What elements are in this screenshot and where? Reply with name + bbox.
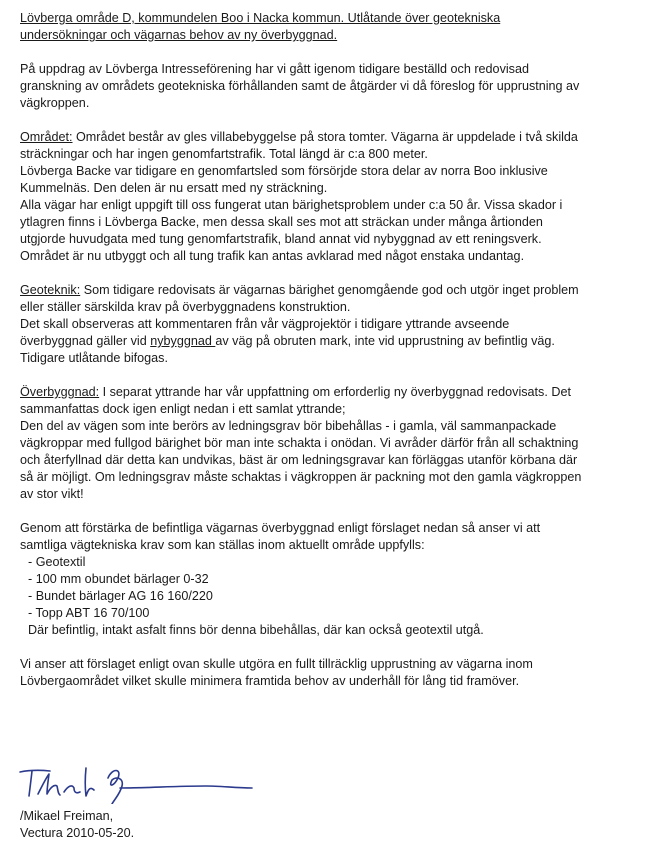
paragraph-line: Genom att förstärka de befintliga vägarnas överbyggnad enligt förslaget nedan så anser vi att — [20, 521, 541, 535]
paragraph-line: av stor vikt! — [20, 487, 84, 501]
paragraph-line — [20, 333, 654, 350]
paragraph-line — [20, 282, 654, 299]
recommendation-section — [20, 520, 654, 639]
omradet-section — [20, 129, 654, 265]
paragraph-line: vägkroppar med fullgod bärighet bör man inte schakta i onödan. Vi avråder därför från all schaktning — [20, 436, 579, 450]
paragraph-line: Tidigare utlåtande bifogas. — [20, 351, 168, 365]
geoteknik-section — [20, 282, 654, 367]
paragraph-line: ytlagren finns i Lövberga Backe, men dessa skall ses mot att sträckan under många årtionden — [20, 215, 543, 229]
omradet-heading: Området: — [20, 130, 73, 144]
document-title — [20, 10, 654, 44]
paragraph-text: Som tidigare redovisats är vägarnas bärighet genomgående god och utgör inget problem — [80, 283, 579, 297]
paragraph-line: samtliga vägtekniska krav som kan ställas inom aktuellt område uppfylls: — [20, 538, 425, 552]
list-item: - 100 mm obundet bärlager 0-32 — [28, 572, 209, 586]
paragraph-line: utgjorde huvudgata med tung genomfartstrafik, bland annat vid nybyggnad av ett reningsverk. — [20, 232, 542, 246]
paragraph-line: Området är nu utbyggt och all tung trafik kan antas avklarad med något enstaka undantag. — [20, 249, 525, 263]
list-item: - Geotextil — [28, 555, 86, 569]
paragraph-line: På uppdrag av Lövberga Intresseförening har vi gått igenom tidigare beställd och redovisad — [20, 62, 529, 76]
paragraph-line: Det skall observeras att kommentaren från vår vägprojektör i tidigare yttrande avseende — [20, 317, 510, 331]
paragraph-line: Vi anser att förslaget enligt ovan skulle utgöra en fullt tillräcklig upprustning av vägarna inom — [20, 657, 533, 671]
company-date: Vectura 2010-05-20. — [20, 826, 135, 840]
paragraph-text: I separat yttrande har vår uppfattning om erforderlig ny överbyggnad redovisats. Det — [99, 385, 571, 399]
overbyggnad-section — [20, 384, 654, 503]
handwritten-signature-icon — [16, 764, 256, 809]
author-name: /Mikael Freiman, — [20, 809, 114, 823]
paragraph-text: av väg på obruten mark, inte vid upprustning av befintlig väg. — [215, 334, 555, 348]
paragraph-line: så är möjligt. Om ledningsgrav måste schaktas i vägkroppen är packning mot den gamla vägkroppen — [20, 470, 582, 484]
signoff — [20, 808, 134, 842]
paragraph-line: vägkroppen. — [20, 96, 90, 110]
paragraph-line: Lövberga Backe var tidigare en genomfartsled som försörjde stora delar av norra Boo inklusive — [20, 164, 548, 178]
conclusion-paragraph — [20, 656, 654, 690]
list-item: - Bundet bärlager AG 16 160/220 — [28, 589, 213, 603]
intro-paragraph — [20, 61, 654, 112]
paragraph-line — [20, 129, 654, 146]
paragraph-line: och återfyllnad där detta kan undvikas, bäst är om ledningsgravar kan förläggas utanför körbana där — [20, 453, 578, 467]
paragraph-line — [20, 384, 654, 401]
layer-list — [20, 554, 654, 622]
paragraph-text: överbyggnad gäller vid — [20, 334, 151, 348]
paragraph-line: Den del av vägen som inte berörs av ledningsgrav bör bibehållas - i gamla, väl sammanpackade — [20, 419, 557, 433]
geoteknik-heading: Geoteknik: — [20, 283, 81, 297]
title-line: undersökningar och vägarnas behov av ny överbyggnad. — [20, 28, 338, 42]
list-item: - Topp ABT 16 70/100 — [28, 606, 150, 620]
underlined-word: nybyggnad — [150, 334, 216, 348]
overbyggnad-heading: Överbyggnad: — [20, 385, 100, 399]
paragraph-line: granskning av områdets geotekniska förhållanden samt de åtgärder vi då föreslog för upprustning av — [20, 79, 580, 93]
title-line: Lövberga område D, kommundelen Boo i Nacka kommun. Utlåtande över geotekniska — [20, 11, 501, 25]
paragraph-text: Området består av gles villabebyggelse på stora tomter. Vägarna är uppdelade i två skilda — [72, 130, 578, 144]
paragraph-line: eller ställer särskilda krav på överbyggnadens konstruktion. — [20, 300, 351, 314]
paragraph-line: Lövbergaområdet vilket skulle minimera framtida behov av underhåll för lång tid framöver. — [20, 674, 520, 688]
paragraph-line: Kummelnäs. Den delen är nu ersatt med ny sträckning. — [20, 181, 328, 195]
document-page — [20, 10, 654, 690]
paragraph-line: Där befintlig, intakt asfalt finns bör denna bibehållas, där kan också geotextil utgå. — [28, 623, 484, 637]
paragraph-line: sammanfattas dock igen enligt nedan i ett samlat yttrande; — [20, 402, 346, 416]
paragraph-line: sträckningar och har ingen genomfartstrafik. Total längd är c:a 800 meter. — [20, 147, 428, 161]
paragraph-line: Alla vägar har enligt uppgift till oss fungerat utan bärighetsproblem under c:a 50 år. Vissa skador i — [20, 198, 563, 212]
